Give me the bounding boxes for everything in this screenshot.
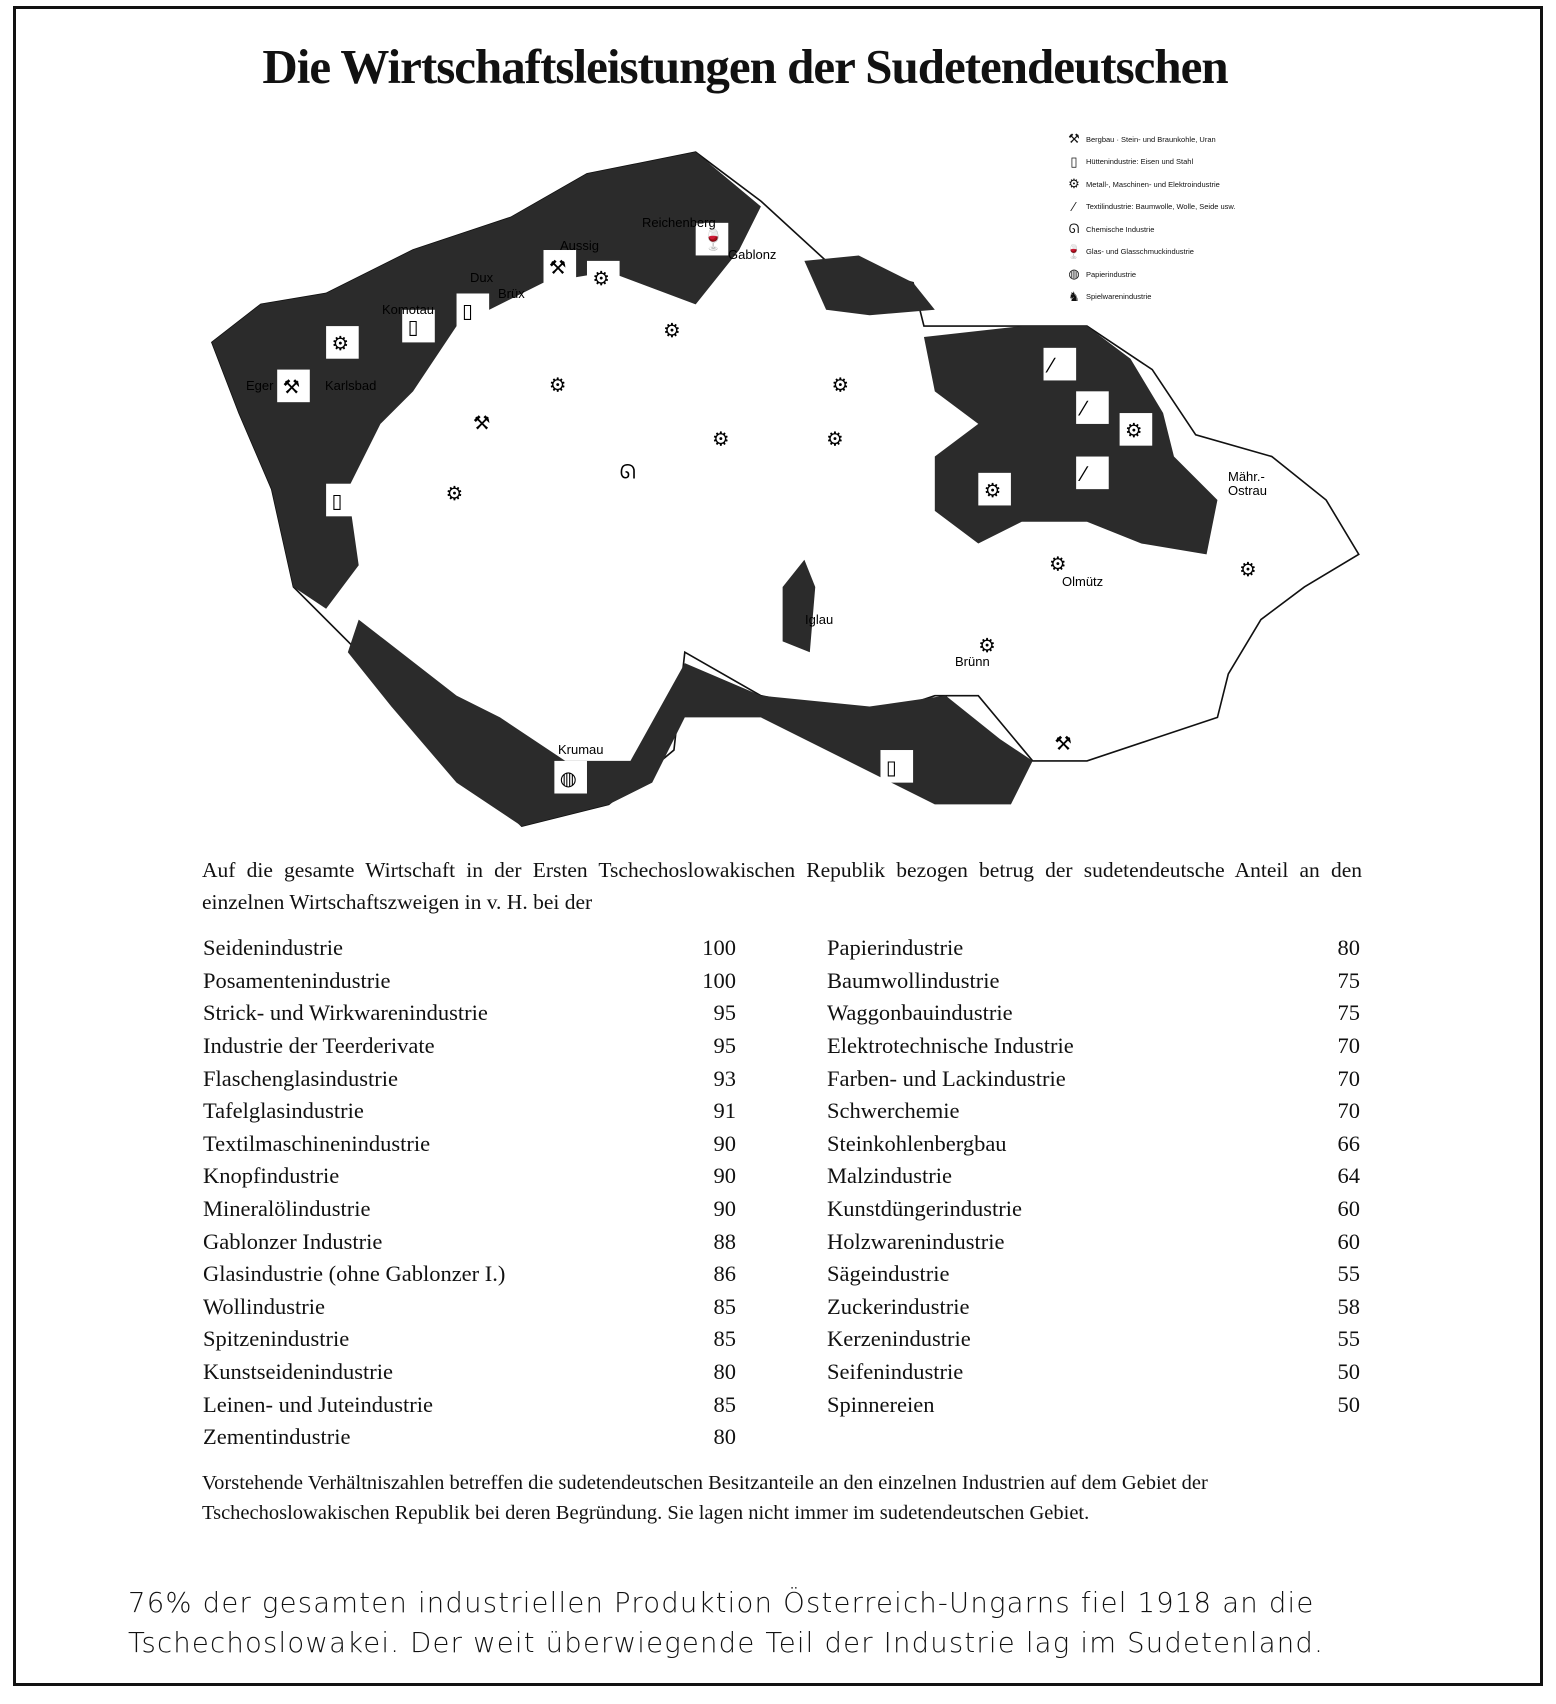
industry-name: Steinkohlenbergbau [827,1130,1007,1156]
table-row [827,965,1360,998]
table-row [203,1356,736,1389]
share-value: 70 [1337,1098,1360,1124]
svg-text:⚙: ⚙ [548,373,567,397]
industry-name: Papierindustrie [827,935,964,961]
industry-name: Tafelglasindustrie [203,1098,364,1124]
table-row [827,1291,1360,1324]
share-value: 80 [713,1359,736,1385]
table-row [203,1128,736,1161]
retort-icon: ᘏ [1068,221,1080,237]
industry-name: Posamentenindustrie [203,967,391,993]
share-value: 50 [1337,1359,1360,1385]
svg-text:⚒: ⚒ [548,255,567,279]
share-value: 90 [713,1196,736,1222]
furnace-icon: ▯ [1070,153,1078,169]
city-label: Karlsbad [325,378,377,393]
share-value: 70 [1337,1033,1360,1059]
table-row [827,1160,1360,1193]
industry-name: Spinnereien [827,1391,935,1417]
industry-name: Seifenindustrie [827,1359,964,1385]
svg-text:⚙: ⚙ [983,478,1002,502]
svg-text:⚒: ⚒ [1054,732,1072,756]
industry-name: Spitzenindustrie [203,1326,350,1352]
svg-text:⚒: ⚒ [472,411,491,435]
svg-text:⁄: ⁄ [1048,353,1053,377]
rocking-horse-icon: ♞ [1068,288,1080,304]
industry-name: Leinen- und Juteindustrie [203,1391,433,1417]
industry-name: Sägeindustrie [827,1261,950,1287]
svg-text:⚙: ⚙ [592,266,610,290]
share-value: 85 [713,1326,736,1352]
wine-glass-icon: 🍷 [1065,243,1083,259]
industry-name: Flaschenglasindustrie [203,1065,398,1091]
svg-text:⚙: ⚙ [331,332,350,356]
industry-name: Kunstseidenindustrie [203,1359,393,1385]
share-value: 93 [713,1065,736,1091]
industry-name: Gablonzer Industrie [203,1228,383,1254]
table-row [203,1421,736,1454]
map-legend [1065,128,1236,308]
share-table-left [203,932,736,1454]
paper-roll-icon: ◍ [1068,266,1080,282]
industry-name: Textilmaschinenindustrie [203,1130,431,1156]
share-value: 50 [1337,1391,1360,1417]
table-row [827,1128,1360,1161]
table-row [203,1291,736,1324]
svg-text:⚙: ⚙ [445,482,464,506]
svg-text:⚙: ⚙ [1125,418,1143,442]
svg-text:⚙: ⚙ [1048,552,1067,576]
city-label: Krumau [558,742,604,757]
svg-text:▯: ▯ [885,755,897,779]
svg-text:⚙: ⚙ [826,427,844,451]
city-label: Reichenberg [642,215,716,230]
share-value: 55 [1337,1326,1360,1352]
intro-paragraph: Auf die gesamte Wirtschaft in der Ersten Tschechoslowakischen Republik bezogen betrug der sudetendeutsche Anteil an den einzelnen Wirtschaftszweigen in v. H. bei der [202,858,1362,914]
table-row [827,1388,1360,1421]
svg-text:⚙: ⚙ [1239,558,1257,582]
city-label: Brüx [498,286,525,301]
svg-text:⁄: ⁄ [1081,397,1085,421]
share-value: 90 [713,1130,736,1156]
svg-text:ᘏ: ᘏ [619,460,636,484]
share-value: 55 [1337,1261,1360,1287]
share-value: 60 [1337,1196,1360,1222]
industry-name: Knopfindustrie [203,1163,340,1189]
share-value: 66 [1337,1130,1360,1156]
share-value: 58 [1337,1293,1360,1319]
svg-text:▯: ▯ [331,489,343,513]
table-row [827,1030,1360,1063]
svg-text:⚙: ⚙ [711,427,730,451]
footnote: Vorstehende Verhältniszahlen betreffen die sudetendeutschen Besitzanteile an den einzelnen Industrien auf dem Gebiet der Tschechoslowakischen Republik bei deren Begründung. Sie lagen nicht immer im sudetendeutschen Gebiet. [202,1472,1208,1524]
share-value: 80 [1337,935,1360,961]
table-row [203,1225,736,1258]
share-value: 95 [713,1033,736,1059]
svg-text:⚙: ⚙ [978,634,996,658]
hammer-pick-icon: ⚒ [1068,131,1080,147]
city-label: Aussig [560,238,600,253]
table-row [827,1062,1360,1095]
industry-name: Industrie der Teerderivate [203,1033,435,1059]
table-row [203,1323,736,1356]
share-value: 85 [713,1391,736,1417]
svg-text:🍷: 🍷 [701,228,726,252]
industry-name: Elektrotechnische Industrie [827,1033,1074,1059]
share-value: 88 [713,1228,736,1254]
share-value: 90 [713,1163,736,1189]
table-row [203,997,736,1030]
city-label: Dux [470,270,494,285]
industry-name: Schwerchemie [827,1098,960,1124]
table-row [827,1193,1360,1226]
industry-name: Baumwollindustrie [827,967,1000,993]
svg-text:⚒: ⚒ [282,375,301,399]
table-row [203,932,736,965]
table-row [203,1160,736,1193]
industry-name: Malzindustrie [827,1163,952,1189]
industry-name: Farben- und Lackindustrie [827,1065,1066,1091]
industry-name: Kerzenindustrie [827,1326,971,1352]
table-row [827,1225,1360,1258]
table-row [203,1258,736,1291]
table-row [203,965,736,998]
share-value: 86 [713,1261,736,1287]
industry-name: Zementindustrie [203,1424,351,1450]
share-value: 100 [702,967,736,993]
legend-item: ⚒ Bergbau · Stein- und Braunkohle, Uran [1065,128,1236,151]
legend-item: 🍷 Glas- und Glasschmuckindustrie [1065,243,1194,259]
city-label: Brünn [955,654,990,669]
share-value: 64 [1337,1163,1360,1189]
industry-name: Wollindustrie [203,1293,325,1319]
svg-text:⁄: ⁄ [1081,462,1085,486]
city-label: Komotau [382,302,435,317]
table-row [203,1030,736,1063]
city-label: Gablonz [728,247,777,262]
summary-text: 76% der gesamten industriellen Produktion Österreich-Ungarns fiel 1918 an die Tschechoslowakei. Der weit überwiegende Teil der Industrie lag im Sudetenland. [128,1587,1325,1659]
industry-name: Strick- und Wirkwarenindustrie [203,1000,488,1026]
table-row [827,1323,1360,1356]
share-value: 85 [713,1293,736,1319]
city-label: Iglau [805,612,834,627]
svg-text:▯: ▯ [461,299,473,323]
industry-name: Holzwarenindustrie [827,1228,1005,1254]
legend-item: ♞ Spielwarenindustrie [1065,286,1236,309]
legend-item: ⁄ Textilindustrie: Baumwolle, Wolle, Seide usw. [1065,196,1236,219]
legend-item: ▯ Hüttenindustrie: Eisen und Stahl [1065,151,1236,174]
industry-name: Zuckerindustrie [827,1293,970,1319]
table-row [203,1193,736,1226]
table-row [827,1095,1360,1128]
industry-name: Mineralölindustrie [203,1196,371,1222]
svg-text:⚙: ⚙ [663,318,681,342]
table-row [203,1095,736,1128]
legend-item: ⚙ Metall-, Maschinen- und Elektroindustrie [1065,173,1236,196]
table-row [827,932,1360,965]
share-value: 60 [1337,1228,1360,1254]
gear-icon: ⚙ [1068,176,1080,192]
share-value: 75 [1337,967,1360,993]
share-value: 70 [1337,1065,1360,1091]
share-value: 91 [713,1098,736,1124]
industry-name: Seidenindustrie [203,935,343,961]
table-row [827,1356,1360,1389]
table-row [827,997,1360,1030]
table-row [203,1062,736,1095]
industry-name: Waggonbauindustrie [827,1000,1013,1026]
city-label: Eger [246,378,274,393]
industry-name: Glasindustrie (ohne Gablonzer I.) [203,1261,506,1287]
page-title: Die Wirtschaftsleistungen der Sudetendeutschen [262,39,1228,94]
legend-item: ᘏ Chemische Industrie [1065,218,1236,241]
share-value: 100 [702,935,736,961]
city-label: Mähr.-Ostrau [1228,469,1268,498]
share-value: 95 [713,1000,736,1026]
city-label: Olmütz [1062,574,1104,589]
svg-text:⚙: ⚙ [831,373,850,397]
industry-name: Kunstdüngerindustrie [827,1196,1022,1222]
table-row [203,1388,736,1421]
spindle-icon: ⁄ [1072,199,1076,215]
table-row [827,1258,1360,1291]
share-table-right [827,932,1360,1421]
legend-item: ◍ Papierindustrie [1065,263,1236,286]
share-value: 75 [1337,1000,1360,1026]
share-value: 80 [713,1424,736,1450]
svg-text:▯: ▯ [407,315,419,339]
svg-text:◍: ◍ [559,766,577,790]
